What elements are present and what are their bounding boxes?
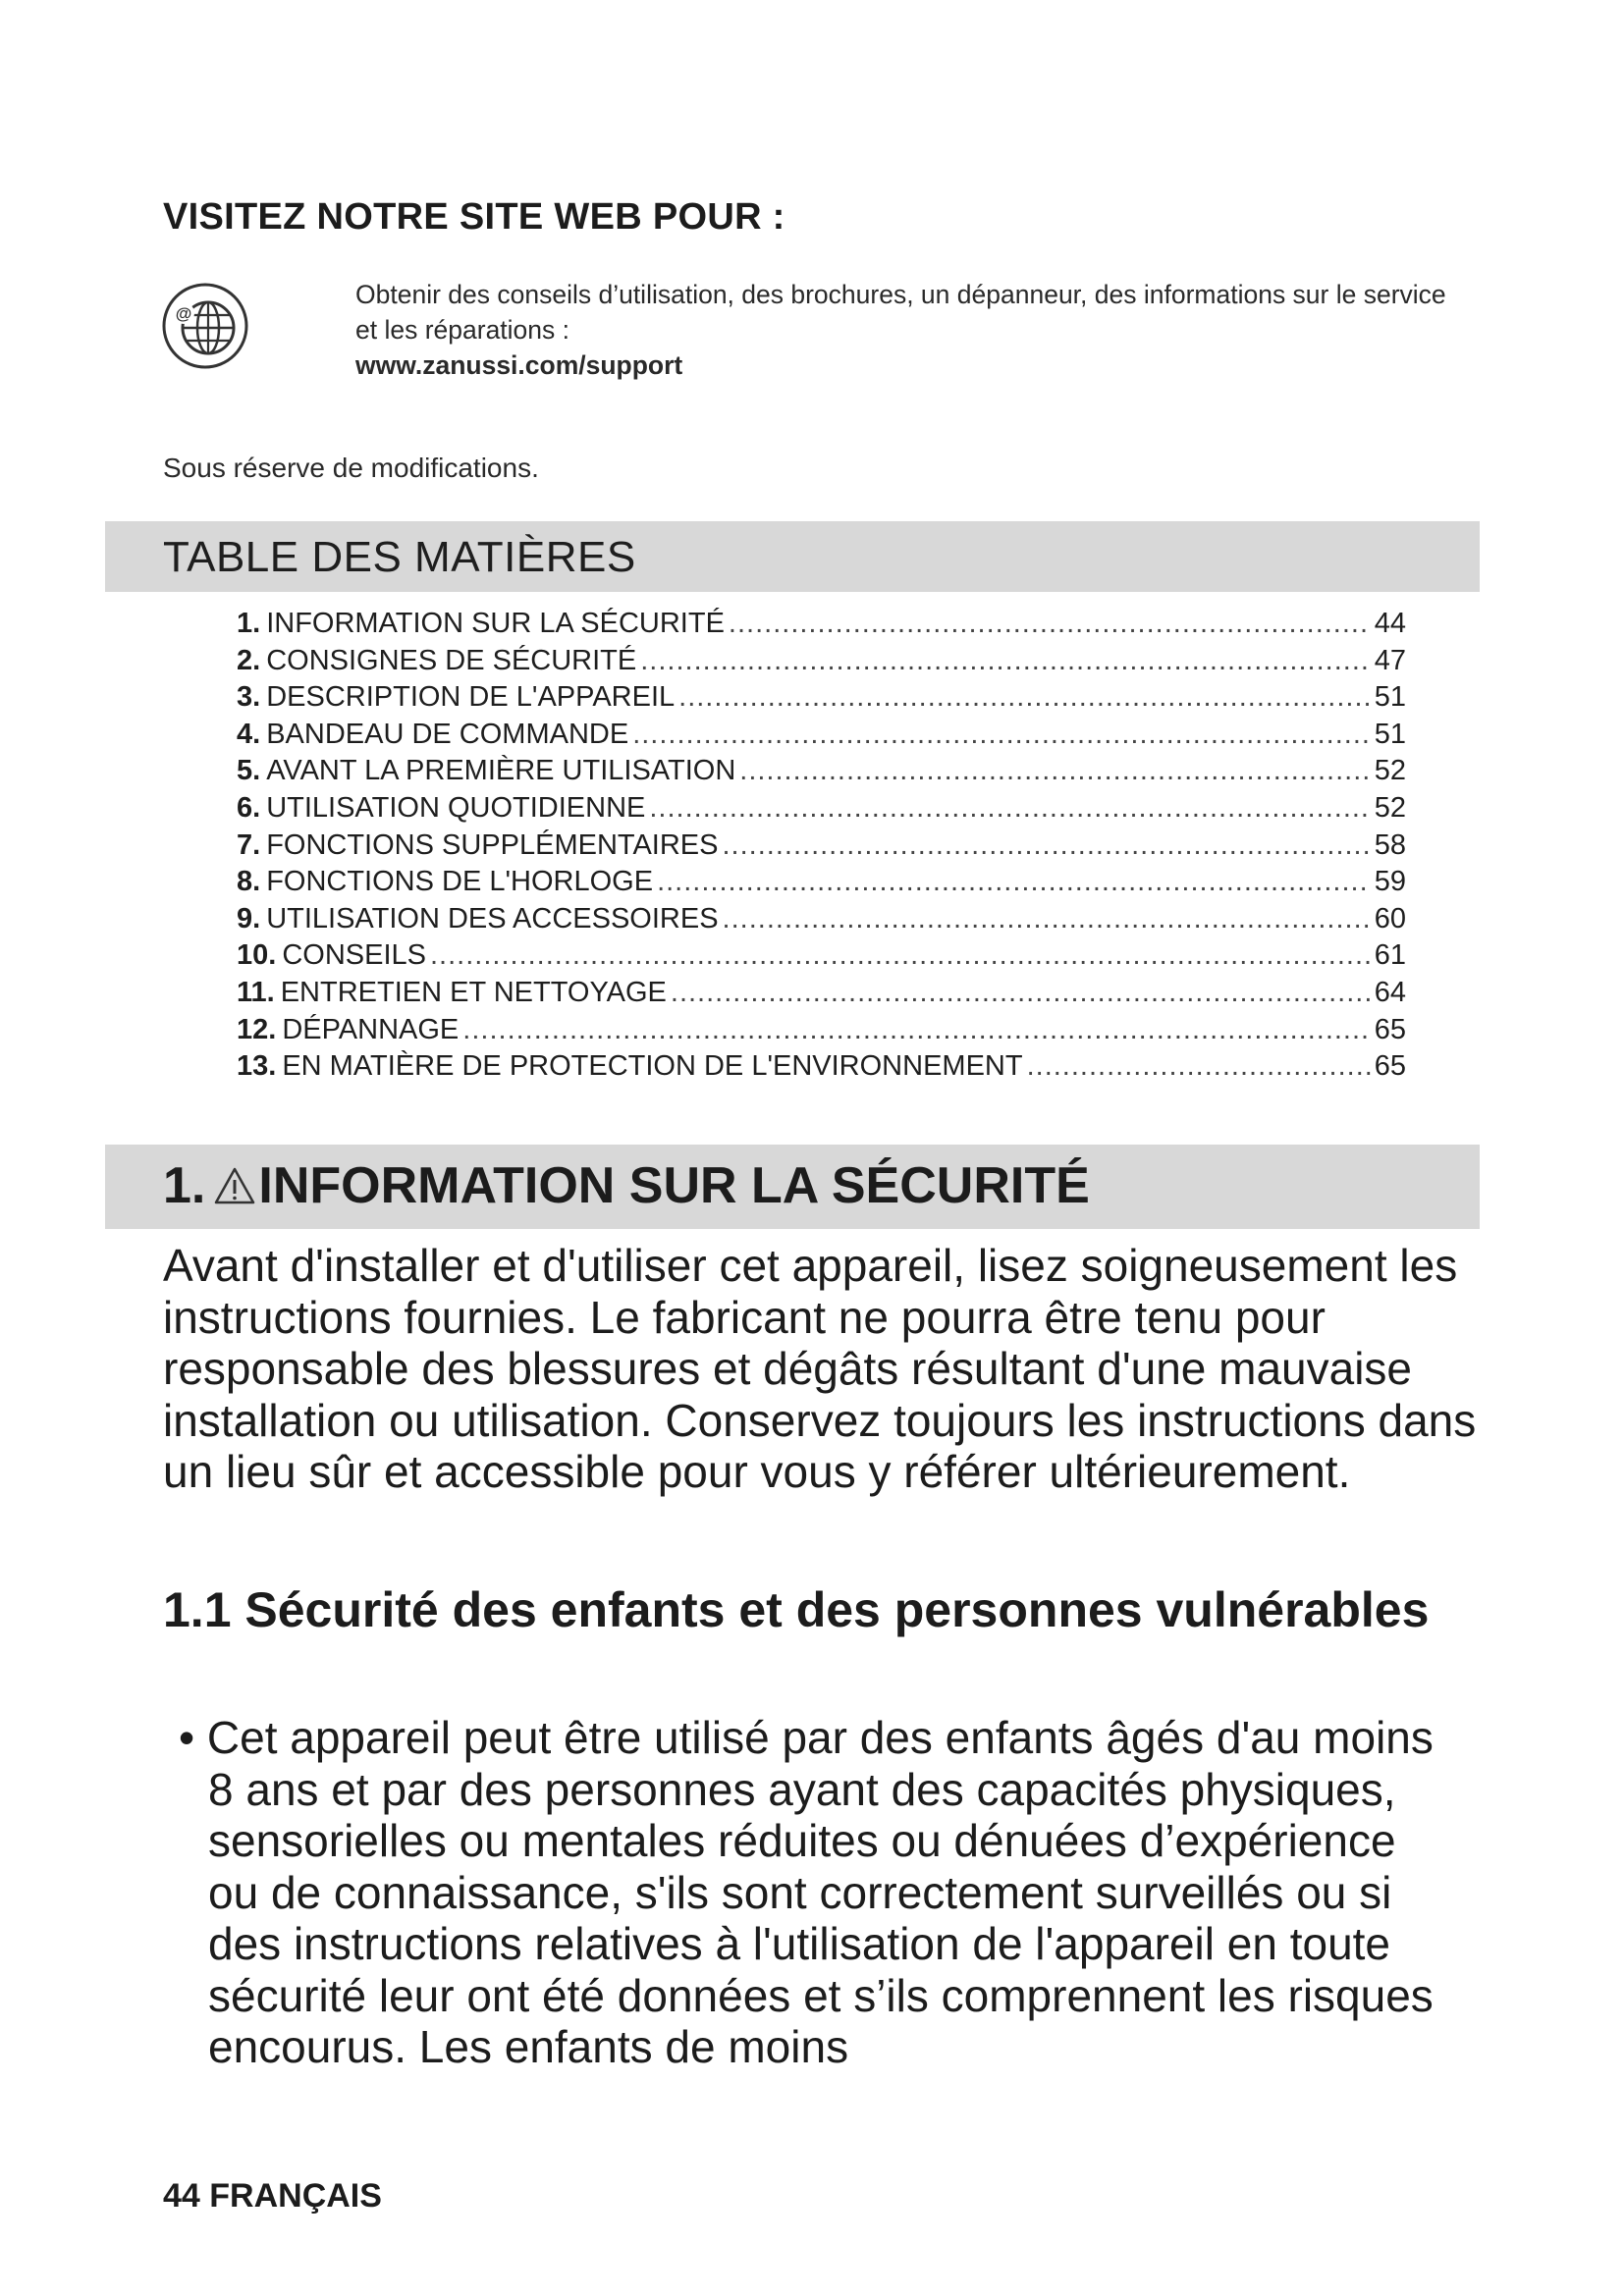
- toc-entry[interactable]: [237, 719, 1406, 756]
- subsection-1-1-title: 1.1 Sécurité des enfants et des personnes vulnérables: [163, 1582, 1430, 1637]
- toc-entry-label: AVANT LA PREMIÈRE UTILISATION: [266, 755, 736, 787]
- toc-entry-label: DESCRIPTION DE L'APPAREIL: [266, 681, 676, 714]
- toc-entry-page: 51: [1374, 681, 1406, 714]
- toc-entry-label: UTILISATION DES ACCESSOIRES: [266, 902, 719, 934]
- toc-entry-number: 2.: [237, 644, 261, 676]
- toc-entry-page: 47: [1374, 644, 1406, 676]
- toc-entry-page: 60: [1374, 902, 1406, 934]
- safety-bullet-text: Cet appareil peut être utilisé par des enfants âgés d'au moins 8 ans et par des personnes ayant des capacités physiques, sensorielles ou mentales réduites ou dénuées d’expérience ou de connaissance, s'ils sont correctement surveillés ou si des instructions relatives à l'utilisation de l'appareil en toute sécurité leur ont été données et s’ils comprennent les risques encourus. Les enfants de moins: [206, 1712, 1434, 2072]
- toc-entry-label: CONSIGNES DE SÉCURITÉ: [266, 644, 637, 676]
- toc-entry[interactable]: [237, 829, 1406, 867]
- toc-leader-dots: [1027, 1050, 1371, 1083]
- toc-entry[interactable]: [237, 1050, 1406, 1088]
- toc-entry-number: 4.: [237, 718, 261, 750]
- toc-leader-dots: [462, 1014, 1370, 1046]
- toc-entry-page: 52: [1374, 755, 1406, 787]
- toc-entry-label: FONCTIONS SUPPLÉMENTAIRES: [266, 828, 719, 861]
- toc-entry-label: CONSEILS: [282, 939, 426, 972]
- toc-entry-label: BANDEAU DE COMMANDE: [266, 718, 629, 750]
- toc-entry[interactable]: [237, 681, 1406, 719]
- toc-entry-label: INFORMATION SUR LA SÉCURITÉ: [266, 608, 725, 639]
- toc-entry-number: 5.: [237, 755, 261, 787]
- section-title-text: INFORMATION SUR LA SÉCURITÉ: [258, 1157, 1090, 1214]
- toc-entry-label: UTILISATION QUOTIDIENNE: [266, 791, 646, 824]
- subject-to-change-note: Sous réserve de modifications.: [163, 453, 539, 483]
- toc-entry[interactable]: [237, 645, 1406, 682]
- section-1-title: [163, 1156, 1090, 1215]
- toc-entry-number: 6.: [237, 791, 261, 824]
- toc-entry-number: 7.: [237, 828, 261, 861]
- toc-entry-number: 13.: [237, 1050, 277, 1083]
- toc-entry-page: 44: [1374, 608, 1406, 639]
- toc-leader-dots: [723, 829, 1371, 862]
- toc-entry-number: 3.: [237, 681, 261, 714]
- page-footer: 44 FRANÇAIS: [163, 2177, 382, 2215]
- toc-leader-dots: [430, 939, 1371, 972]
- warning-triangle-icon: [213, 1165, 256, 1206]
- toc-leader-dots: [632, 719, 1371, 751]
- svg-text:@: @: [175, 304, 192, 323]
- support-url-link[interactable]: www.zanussi.com/support: [355, 350, 683, 380]
- toc-entry-page: 58: [1374, 828, 1406, 861]
- toc-entry-number: 9.: [237, 902, 261, 934]
- toc-leader-dots: [723, 903, 1371, 935]
- toc-entry-label: DÉPANNAGE: [282, 1013, 460, 1045]
- web-info-text: [355, 277, 1465, 383]
- toc-entry-page: 65: [1374, 1013, 1406, 1045]
- toc-entry-label: EN MATIÈRE DE PROTECTION DE L'ENVIRONNEMENT: [282, 1050, 1023, 1083]
- toc-leader-dots: [678, 681, 1371, 714]
- toc-entry[interactable]: [237, 866, 1406, 903]
- toc-entry[interactable]: [237, 792, 1406, 829]
- toc-leader-dots: [671, 977, 1371, 1009]
- globe-icon: [160, 281, 250, 371]
- toc-entry-label: ENTRETIEN ET NETTOYAGE: [280, 976, 667, 1008]
- toc-entry-number: 11.: [237, 976, 275, 1008]
- safety-bullet-item: • Cet appareil peut être utilisé par des enfants âgés d'au moins 8 ans et par des personnes ayant des capacités physiques, sensorielles ou mentales réduites ou dénuées d’expérience ou de connaissance, s'ils sont correctement surveillés ou si des instructions relatives à l'utilisation de l'appareil en toute sécurité leur ont été données et s’ils comprennent les risques encourus. Les enfants de moins: [179, 1712, 1434, 2072]
- toc-entry-page: 64: [1374, 976, 1406, 1008]
- toc-leader-dots: [729, 608, 1371, 640]
- toc-entry-number: 12.: [237, 1013, 277, 1045]
- table-of-contents: [237, 608, 1406, 1088]
- toc-entry[interactable]: [237, 1014, 1406, 1051]
- web-info-description: Obtenir des conseils d’utilisation, des brochures, un dépanneur, des informations sur le service et les réparations :: [355, 280, 1446, 345]
- toc-title: TABLE DES MATIÈRES: [163, 533, 636, 581]
- toc-entry-page: 65: [1374, 1050, 1406, 1083]
- toc-entry-number: 10.: [237, 939, 277, 972]
- section-number: 1.: [163, 1157, 206, 1214]
- toc-leader-dots: [640, 645, 1370, 677]
- toc-leader-dots: [739, 755, 1370, 787]
- toc-entry[interactable]: [237, 977, 1406, 1014]
- toc-entry[interactable]: [237, 903, 1406, 940]
- safety-intro-paragraph: Avant d'installer et d'utiliser cet appareil, lisez soigneusement les instructions fournies. Le fabricant ne pourra être tenu pour responsable des blessures et dégâts résultant d'une mauvaise installation ou utilisation. Conservez toujours les instructions dans un lieu sûr et accessible pour vous y référer ultérieurement.: [163, 1240, 1477, 1497]
- toc-leader-dots: [649, 792, 1370, 825]
- toc-entry-number: 1.: [237, 608, 261, 639]
- toc-entry-page: 52: [1374, 791, 1406, 824]
- toc-entry[interactable]: [237, 939, 1406, 977]
- toc-entry-page: 59: [1374, 866, 1406, 898]
- toc-leader-dots: [657, 866, 1371, 898]
- visit-heading: VISITEZ NOTRE SITE WEB POUR :: [163, 196, 785, 238]
- toc-entry-page: 51: [1374, 718, 1406, 750]
- toc-entry[interactable]: [237, 608, 1406, 645]
- toc-entry-label: FONCTIONS DE L'HORLOGE: [266, 866, 654, 898]
- toc-entry[interactable]: [237, 755, 1406, 792]
- toc-entry-page: 61: [1374, 939, 1406, 972]
- toc-entry-number: 8.: [237, 866, 261, 898]
